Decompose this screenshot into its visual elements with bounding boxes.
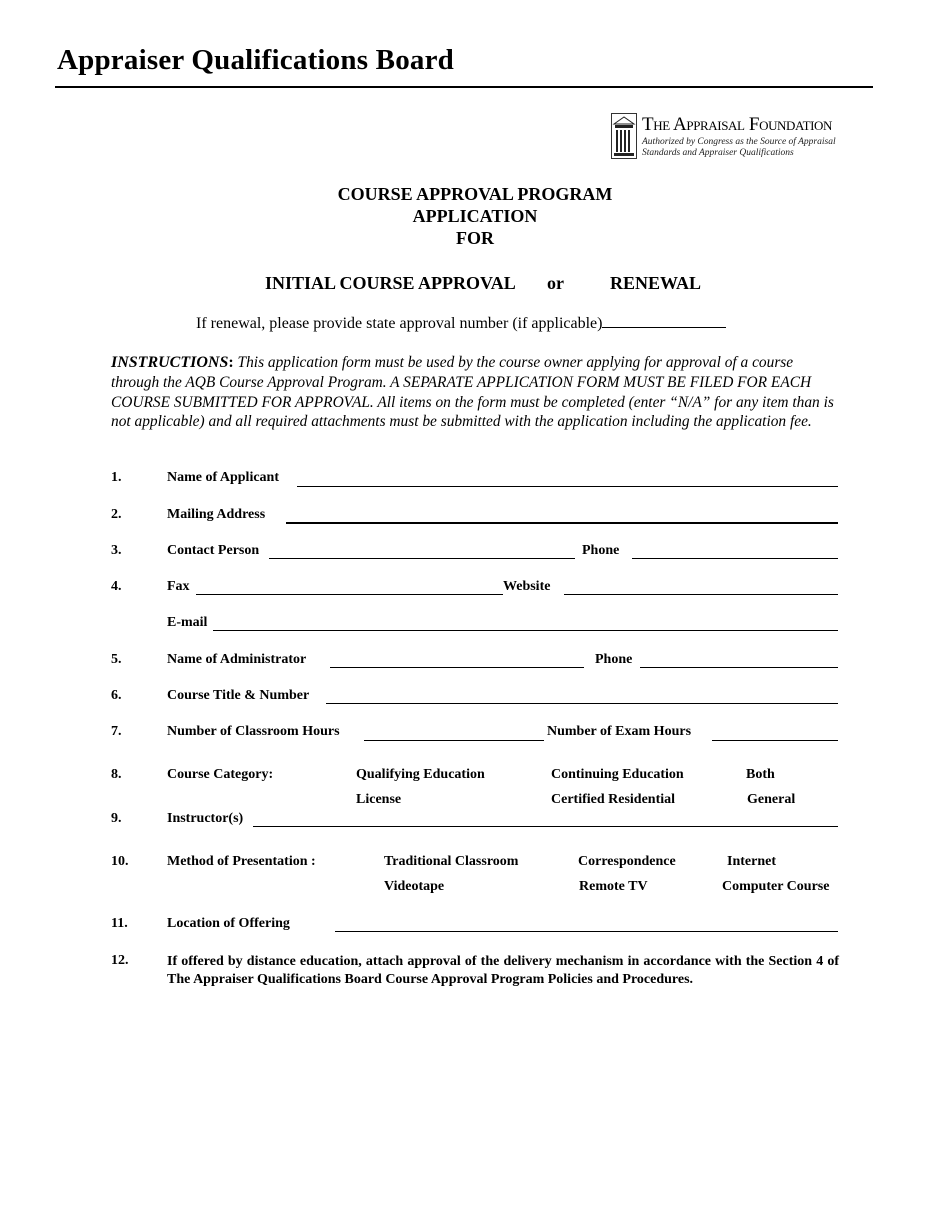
website-field[interactable] — [564, 594, 838, 595]
item-number-6: 6. — [111, 688, 122, 703]
application-title: APPLICATION — [412, 206, 538, 226]
distance-education-note: If offered by distance education, attach approval of the delivery mechanism in accordance with the Section 4 of The Appraiser Qualifications Board Course Approval Program Policies and Procedures. — [167, 954, 839, 987]
category-general-option[interactable]: General — [747, 792, 796, 807]
location-field[interactable] — [335, 931, 838, 932]
fax-label: Fax — [167, 579, 190, 594]
email-field[interactable] — [213, 630, 838, 631]
state-approval-number-field[interactable] — [602, 313, 726, 328]
website-label: Website — [503, 579, 551, 594]
classroom-hours-label: Number of Classroom Hours — [167, 724, 340, 739]
administrator-field[interactable] — [330, 667, 584, 668]
mailing-address-label: Mailing Address — [167, 507, 266, 522]
location-label: Location of Offering — [167, 916, 290, 931]
renewal-prompt — [196, 313, 726, 333]
administrator-phone-label: Phone — [595, 652, 633, 667]
category-qualifying-option[interactable]: Qualifying Education — [356, 767, 485, 782]
method-correspondence-option[interactable]: Correspondence — [578, 854, 676, 869]
renewal-prompt-text: If renewal, please provide state approval number (if applicable) — [196, 315, 603, 332]
logo-tagline-1: Authorized by Congress as the Source of Appraisal — [642, 137, 836, 147]
item-number-3: 3. — [111, 543, 122, 558]
instructions-label: INSTRUCTIONS — [111, 354, 229, 371]
administrator-label: Name of Administrator — [167, 652, 307, 667]
administrator-phone-field[interactable] — [640, 667, 838, 668]
method-traditional-option[interactable]: Traditional Classroom — [384, 854, 519, 869]
method-computer-option[interactable]: Computer Course — [722, 879, 830, 894]
method-remote-tv-option[interactable]: Remote TV — [579, 879, 648, 894]
instructors-label: Instructor(s) — [167, 811, 244, 826]
instructors-field[interactable] — [253, 826, 838, 827]
initial-approval-option[interactable]: INITIAL COURSE APPROVAL — [265, 273, 516, 293]
for-title: FOR — [456, 228, 494, 248]
email-label: E-mail — [167, 615, 208, 630]
exam-hours-label: Number of Exam Hours — [547, 724, 692, 739]
course-title-label: Course Title & Number — [167, 688, 310, 703]
logo-tagline-2: Standards and Appraiser Qualifications — [642, 148, 794, 158]
or-label: or — [547, 273, 564, 293]
applicant-field[interactable] — [297, 486, 838, 487]
method-videotape-option[interactable]: Videotape — [384, 879, 445, 894]
item-number-10: 10. — [111, 854, 129, 869]
fax-field[interactable] — [196, 594, 503, 595]
applicant-label: Name of Applicant — [167, 470, 279, 485]
classroom-hours-field[interactable] — [364, 740, 544, 741]
instructions — [111, 353, 839, 432]
building-icon — [611, 113, 637, 159]
course-category-label: Course Category: — [167, 767, 274, 782]
category-certified-residential-option[interactable]: Certified Residential — [551, 792, 676, 807]
item-number-4: 4. — [111, 579, 122, 594]
item-number-12: 12. — [111, 953, 129, 968]
item-number-9: 9. — [111, 811, 122, 826]
item-number-11: 11. — [111, 916, 128, 931]
category-continuing-option[interactable]: Continuing Education — [551, 767, 684, 782]
contact-phone-label: Phone — [582, 543, 620, 558]
item-number-7: 7. — [111, 724, 122, 739]
appraisal-foundation-logo — [611, 113, 841, 161]
method-internet-option[interactable]: Internet — [727, 854, 776, 869]
instructions-text: This application form must be used by the course owner applying for approval of a course through the AQB Course Approval Program. A SEPARATE APPLICATION FORM MUST BE FILED FOR EACH COURSE SUBMITTED FOR APPROVAL. All items on the form must be completed (enter “N/A” for any item than is not applicable) and all required attachments must be submitted with the application including the application fee. — [111, 354, 834, 431]
course-title-field[interactable] — [326, 703, 838, 704]
program-title: COURSE APPROVAL PROGRAM — [337, 184, 613, 204]
contact-person-field[interactable] — [269, 558, 575, 559]
contact-person-label: Contact Person — [167, 543, 260, 558]
header-divider — [55, 86, 873, 88]
item-number-5: 5. — [111, 652, 122, 667]
item-number-2: 2. — [111, 507, 122, 522]
renewal-option[interactable]: RENEWAL — [610, 273, 702, 293]
method-label: Method of Presentation : — [167, 854, 316, 869]
category-both-option[interactable]: Both — [746, 767, 775, 782]
board-title: Appraiser Qualifications Board — [57, 44, 454, 76]
item-number-8: 8. — [111, 767, 122, 782]
mailing-address-field[interactable] — [286, 522, 838, 524]
category-license-option[interactable]: License — [356, 792, 402, 807]
contact-phone-field[interactable] — [632, 558, 838, 559]
item-number-1: 1. — [111, 470, 122, 485]
exam-hours-field[interactable] — [712, 740, 838, 741]
logo-name: The Appraisal Foundation — [642, 114, 833, 135]
instructions-colon: : — [228, 354, 234, 371]
